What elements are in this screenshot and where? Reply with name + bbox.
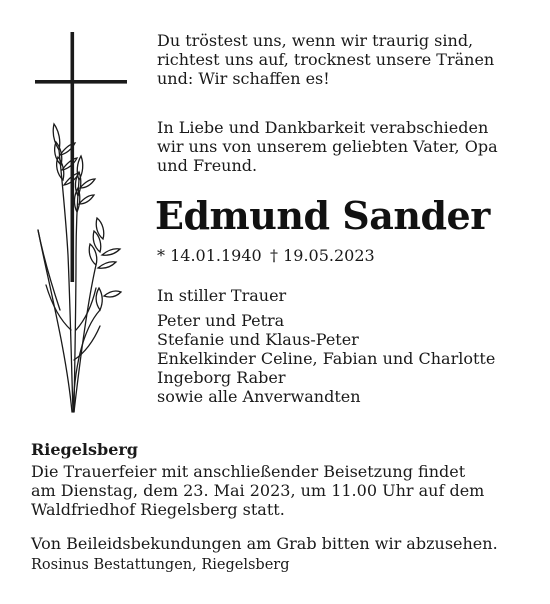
service-location: Riegelsberg [31,440,138,459]
quote-block [157,31,494,88]
mourner-entry: Peter und Petra [157,311,285,330]
funeral-line: am Dienstag, dem 23. Mai 2023, um 11.00 Uhr auf dem [31,481,485,500]
quote-line: richtest uns auf, trocknest unsere Tränen [157,50,495,69]
mourners-list [157,311,495,406]
birth-date: * 14.01.1940 [157,246,262,265]
quote-line: Du tröstest uns, wenn wir traurig sind, [157,31,474,50]
deceased-name: Edmund Sander [155,193,490,238]
farewell-line: In Liebe und Dankbarkeit verabschieden [157,118,489,137]
farewell-line: und Freund. [157,156,258,175]
mourner-entry: sowie alle Anverwandten [157,387,361,406]
condolence-note: Von Beileidsbekundungen am Grab bitten wir abzusehen. [31,534,498,553]
farewell-line: wir uns von unserem geliebten Vater, Opa [157,137,498,156]
mourning-intro: In stiller Trauer [157,286,287,305]
funeral-line: Die Trauerfeier mit anschließender Beisetzung findet [31,462,466,481]
death-date: † 19.05.2023 [270,246,375,265]
funeral-line: Waldfriedhof Riegelsberg statt. [31,500,285,519]
undertaker-credit: Rosinus Bestattungen, Riegelsberg [31,557,290,573]
cross-wheat-decoration [30,30,130,415]
farewell-block [157,118,498,175]
mourner-entry: Stefanie und Klaus-Peter [157,330,359,349]
quote-line: und: Wir schaffen es! [157,69,330,88]
funeral-details [31,462,484,519]
wheat-icon [38,124,121,412]
mourner-entry: Ingeborg Raber [157,368,286,387]
mourner-entry: Enkelkinder Celine, Fabian und Charlotte [157,349,496,368]
